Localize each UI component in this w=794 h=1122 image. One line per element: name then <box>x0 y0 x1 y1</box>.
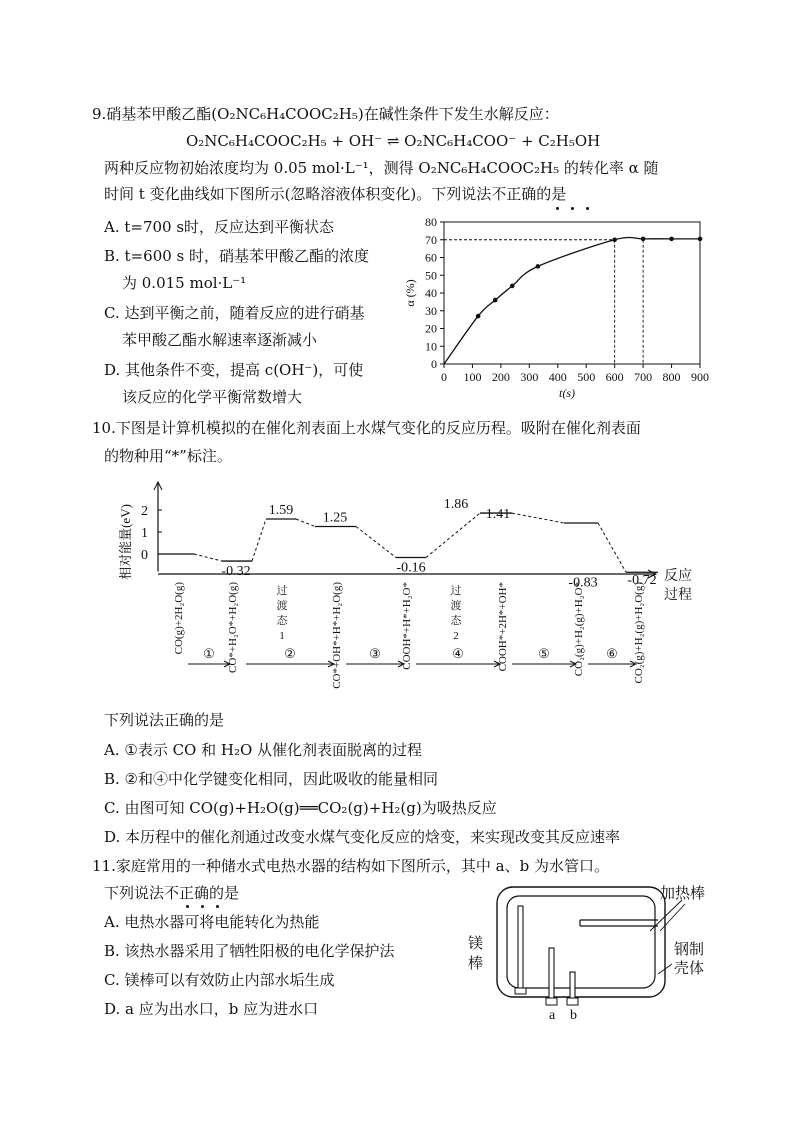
energy-value-label: -0.16 <box>396 560 426 576</box>
step-number: ① <box>203 646 215 661</box>
x-tick-label: 100 <box>463 370 482 384</box>
y-tick-label: 0 <box>431 357 437 371</box>
y-axis-label: α (%) <box>403 279 417 307</box>
state-label: CO*+OH*+H*+H₂O(g) <box>331 582 343 689</box>
x-tick-label: 500 <box>577 370 596 384</box>
x-tick-label: 200 <box>491 370 510 384</box>
y-tick-label: 60 <box>425 250 437 265</box>
step-number: ⑥ <box>606 646 618 661</box>
emphasis-dot <box>216 905 219 908</box>
step-number: ② <box>284 646 296 661</box>
q10-stem-line2: 的物种用“*”标注。 <box>104 447 232 465</box>
data-point <box>669 237 674 242</box>
q11-option-d: D. a 应为出水口，b 应为进水口 <box>104 1000 319 1018</box>
q9-option-b-line1: B. t=600 s 时，硝基苯甲酸乙酯的浓度 <box>104 247 370 265</box>
q10-stem-line1: 10.下图是计算机模拟的在催化剂表面上水煤气变化的反应历程。吸附在催化剂表面 <box>92 419 641 437</box>
energy-connector <box>356 527 396 558</box>
y-tick-label: 30 <box>425 303 437 318</box>
step-number: ③ <box>369 646 381 661</box>
q10-option-a: A. ①表示 CO 和 H₂O 从催化剂表面脱离的过程 <box>104 741 423 759</box>
state-label: CO₂(g)+H₂(g)+H₂O* <box>573 582 585 677</box>
x-axis-label: 反应 <box>664 569 692 584</box>
transition-state-label: 渡 <box>450 600 462 612</box>
y-tick-label: 10 <box>425 339 437 354</box>
q11-prompt: 下列说法不正确的是 <box>104 884 240 902</box>
q11-option-a: A. 电热水器可将电能转化为热能 <box>104 913 320 931</box>
energy-value-label: 1.59 <box>268 503 294 519</box>
q10-option-c: C. 由图可知 CO(g)+H₂O(g)══CO₂(g)+H₂(g)为吸热反应 <box>104 799 497 817</box>
emphasis-dot <box>201 905 204 908</box>
energy-profile-chart <box>120 482 720 702</box>
q9-option-d-line2: 该反应的化学平衡常数增大 <box>122 388 303 406</box>
water-heater-diagram <box>460 876 730 1026</box>
data-point <box>476 314 481 319</box>
y-axis-label: 相对能量(eV) <box>118 504 133 580</box>
x-tick-label: 0 <box>441 370 447 384</box>
x-tick-label: 700 <box>634 370 653 384</box>
label-heater-rod: 加热棒 <box>660 886 706 902</box>
y-tick-label: 2 <box>141 504 148 519</box>
transition-state-label: 过 <box>450 585 462 597</box>
y-tick-label: 70 <box>425 232 437 247</box>
emphasis-dot <box>186 905 189 908</box>
energy-value-label: 1.25 <box>322 510 348 526</box>
q11-option-c: C. 镁棒可以有效防止内部水垢生成 <box>104 971 335 989</box>
conversion-chart <box>400 212 720 402</box>
x-axis-label: t(s) <box>559 386 575 400</box>
data-point <box>641 237 646 242</box>
q9-line3: 时间 t 变化曲线如下图所示(忽略溶液体积变化)。下列说法不正确的是 <box>104 185 567 203</box>
energy-connector <box>252 519 266 561</box>
q9-option-a: A. t=700 s时，反应达到平衡状态 <box>104 218 335 236</box>
heater-inner-tank <box>507 896 655 988</box>
transition-state-label: 渡 <box>276 600 288 612</box>
emphasis-dot <box>586 207 589 210</box>
state-label: CO₂(g)+H₂(g)+H₂O(g) <box>633 582 645 684</box>
data-point <box>493 298 498 303</box>
step-number: ⑤ <box>538 646 550 661</box>
q11-stem: 11.家庭常用的一种储水式电热水器的结构如下图所示，其中 a、b 为水管口。 <box>92 857 609 875</box>
x-tick-label: 600 <box>605 370 624 384</box>
energy-connector <box>194 554 222 561</box>
pipe-a <box>549 948 554 998</box>
label-steel-shell-1: 钢制 <box>674 942 705 958</box>
q10-prompt: 下列说法正确的是 <box>104 711 225 729</box>
y-tick-label: 0 <box>141 548 148 563</box>
label-steel-shell-2: 壳体 <box>674 961 705 977</box>
y-tick-label: 40 <box>425 286 437 300</box>
y-tick-label: 80 <box>425 215 437 229</box>
x-axis-label: 过程 <box>664 588 692 603</box>
data-point <box>612 237 617 242</box>
label-magnesium-2: 棒 <box>468 956 484 972</box>
data-point <box>536 264 541 269</box>
q9-stem: 9.硝基苯甲酸乙酯(O₂NC₆H₄COOC₂H₅)在碱性条件下发生水解反应： <box>92 105 559 123</box>
y-tick-label: 1 <box>141 526 148 541</box>
emphasis-dot <box>556 207 559 210</box>
data-point <box>510 284 515 289</box>
x-tick-label: 300 <box>520 370 539 384</box>
state-label: CO(g)+2H₂O(g) <box>173 582 185 655</box>
state-label: CO*+H₂O*+H₂O(g) <box>227 582 239 673</box>
emphasis-dot <box>571 207 574 210</box>
transition-state-label: 1 <box>279 630 285 642</box>
energy-value-label: 1.41 <box>485 506 511 522</box>
energy-value-label: -0.32 <box>221 564 251 580</box>
q9-option-b-line2: 为 0.015 mol·L⁻¹ <box>122 274 247 292</box>
energy-value-label: -0.72 <box>627 572 657 588</box>
energy-connector <box>296 519 315 526</box>
plot-frame <box>444 222 700 364</box>
transition-state-label: 态 <box>450 615 462 627</box>
q9-option-c-line1: C. 达到平衡之前，随着反应的进行硝基 <box>104 304 365 322</box>
step-number: ④ <box>452 646 464 661</box>
pipe-b <box>570 972 575 998</box>
x-tick-label: 800 <box>662 370 681 384</box>
q11-option-b: B. 该热水器采用了牺牲阳极的电化学保护法 <box>104 942 395 960</box>
data-point <box>698 237 703 242</box>
x-tick-label: 400 <box>548 370 567 384</box>
conversion-curve <box>444 237 700 364</box>
transition-state-label: 态 <box>276 615 288 627</box>
transition-state-label: 过 <box>276 585 288 597</box>
q9-option-d-line1: D. 其他条件不变，提高 c(OH⁻)，可使 <box>104 361 364 379</box>
q10-option-b: B. ②和④中化学键变化相同，因此吸收的能量相同 <box>104 770 439 788</box>
energy-connector <box>598 523 626 572</box>
label-pipe-b: b <box>570 1008 577 1023</box>
energy-value-label: 1.86 <box>443 497 469 513</box>
energy-connector <box>512 513 564 523</box>
label-magnesium-1: 镁 <box>468 936 484 952</box>
label-pipe-a: a <box>549 1008 556 1023</box>
q10-option-d: D. 本历程中的催化剂通过改变水煤气变化反应的焓变，来实现改变其反应速率 <box>104 828 621 846</box>
q9-line2: 两种反应物初始浓度均为 0.05 mol·L⁻¹，测得 O₂NC₆H₄COOC₂H₅ 的转化率 α 随 <box>104 159 659 177</box>
transition-state-label: 2 <box>453 630 459 642</box>
magnesium-rod <box>518 906 523 988</box>
y-tick-label: 50 <box>425 268 437 283</box>
state-label: COOH*+H*+H₂O* <box>401 582 413 670</box>
q9-option-c-line2: 苯甲酸乙酯水解速率逐渐减小 <box>122 331 318 349</box>
state-label: COOH*+2H*+OH* <box>497 582 509 672</box>
energy-connector <box>426 513 480 557</box>
energy-value-label: -0.83 <box>568 575 598 591</box>
x-tick-label: 900 <box>691 370 709 384</box>
q9-equation: O₂NC₆H₄COOC₂H₅ + OH⁻ ⇌ O₂NC₆H₄COO⁻ + C₂H₅OH <box>186 132 601 150</box>
y-tick-label: 20 <box>425 321 437 336</box>
